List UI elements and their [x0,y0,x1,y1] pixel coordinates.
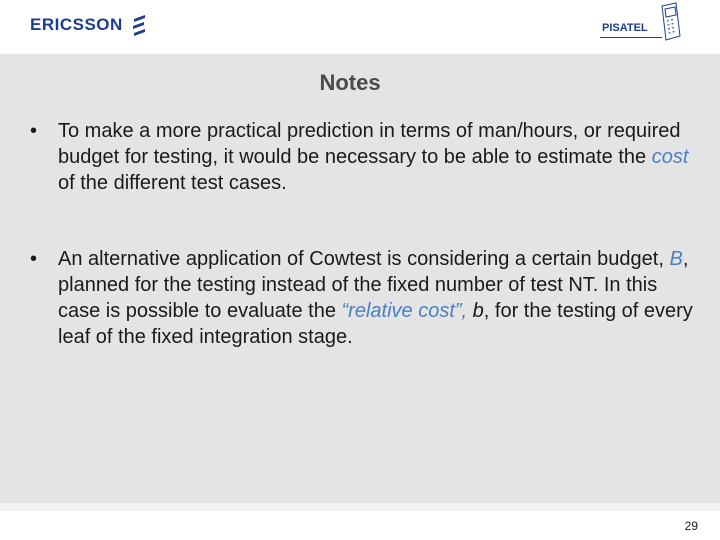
bullet-text-part: of the different test cases. [58,172,287,194]
pisatel-logo [598,2,684,46]
slide-body [0,54,720,503]
pisatel-underline [600,37,662,38]
slide-footer [0,503,720,540]
bullet-highlight: “relative cost”, [341,300,473,322]
bullet-emphasis: b [472,300,484,322]
bullet-marker: • [30,120,38,142]
slide-title: Notes [319,70,381,95]
footer-divider [0,503,720,511]
bullet-highlight: B [669,248,683,270]
bullet-item [30,246,696,350]
bullet-text [30,118,696,196]
ericsson-mark-icon [131,14,147,36]
pisatel-logo-text: PISATEL [602,22,648,34]
ericsson-logo [30,12,147,38]
phone-icon [658,2,682,42]
bullet-text-part: To make a more practical prediction in terms of man/hours, or required budget for testing, it would be necessary to be able to estimate the [58,120,681,168]
bullet-text-part: , planned for the testing instead of the fixed number of test NT. In this case is possible to evaluate the [58,248,689,322]
bullet-text [30,246,696,350]
bullet-text-part: An alternative application of Cowtest is considering a certain budget, [58,248,670,270]
slide-header [0,0,720,54]
bullet-marker: • [30,248,38,270]
bullet-highlight: cost [651,146,689,168]
bullet-item [30,118,696,196]
bullet-text-part: , for the testing of every leaf of the fixed integration stage. [58,300,693,348]
page-number: 29 [684,519,698,533]
ericsson-logo-text: ERICSSON [30,15,123,34]
